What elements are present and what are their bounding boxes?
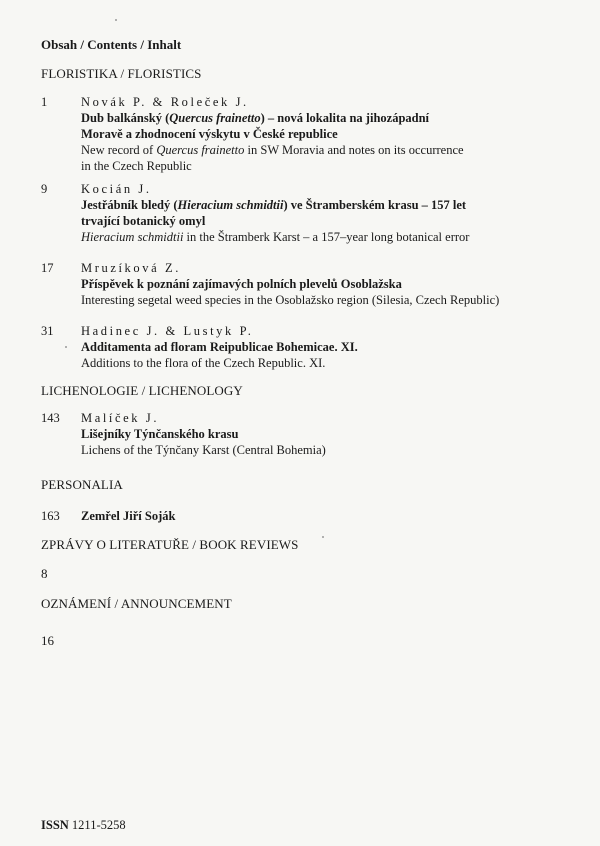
toc-entry — [41, 181, 561, 245]
entry-subtitle: New record of Quercus frainetto in SW Moravia and notes on its occurrence — [81, 143, 464, 157]
entry-title-line2: Moravě a zhodnocení výskytu v České republice — [81, 127, 338, 141]
issn — [41, 818, 126, 833]
entry-subtitle: Additions to the flora of the Czech Republic. XI. — [81, 356, 326, 370]
speck — [115, 19, 117, 21]
section-floristics: FLORISTIKA / FLORISTICS — [41, 66, 202, 81]
speck — [65, 346, 67, 348]
issn-label: ISSN — [41, 818, 69, 832]
entry-page-number: 143 — [41, 411, 60, 425]
announcement-page-number: 16 — [41, 633, 54, 648]
entry-page-number: 1 — [41, 95, 48, 109]
entry-title: Jestřábník bledý (Hieracium schmidtii) ve Štramberském krasu – 157 let — [81, 198, 467, 212]
toc-entry — [41, 94, 561, 174]
issn-value: 1211-5258 — [71, 818, 126, 832]
toc-entry — [41, 508, 561, 526]
entry-authors: Kocián J. — [81, 182, 152, 196]
entry-subtitle: Hieracium schmidtii in the Štramberk Karst – a 157–year long botanical error — [81, 230, 470, 244]
section-announcement: OZNÁMENÍ / ANNOUNCEMENT — [41, 596, 232, 611]
entry-title: Additamenta ad floram Reipublicae Bohemicae. XI. — [81, 340, 358, 354]
toc-entry — [41, 410, 561, 458]
entry-page-number: 31 — [41, 324, 54, 338]
entry-subtitle: Lichens of the Týnčany Karst (Central Bohemia) — [81, 443, 326, 457]
contents-heading: Obsah / Contents / Inhalt — [41, 37, 182, 52]
entry-authors: Hadinec J. & Lustyk P. — [81, 324, 254, 338]
book-reviews-page-number: 8 — [41, 566, 48, 581]
entry-title: Zemřel Jiří Soják — [81, 509, 176, 523]
entry-page-number: 163 — [41, 509, 60, 523]
entry-subtitle-line2: in the Czech Republic — [81, 159, 192, 173]
section-book-reviews: ZPRÁVY O LITERATUŘE / BOOK REVIEWS — [41, 537, 299, 552]
entry-subtitle: Interesting segetal weed species in the Osoblažsko region (Silesia, Czech Republic) — [81, 293, 500, 307]
entry-page-number: 9 — [41, 182, 48, 196]
entry-authors: Novák P. & Roleček J. — [81, 95, 249, 109]
entry-title-line2: trvající botanický omyl — [81, 214, 206, 228]
entry-authors: Mruzíková Z. — [81, 261, 181, 275]
toc-entry — [41, 323, 561, 371]
entry-title: Dub balkánský (Quercus frainetto) – nová lokalita na jihozápadní — [81, 111, 430, 125]
entry-title: Příspěvek k poznání zajímavých polních plevelů Osoblažska — [81, 277, 402, 291]
entry-title: Lišejníky Týnčanského krasu — [81, 427, 239, 441]
section-personalia: PERSONALIA — [41, 477, 123, 492]
section-lichenology: LICHENOLOGIE / LICHENOLOGY — [41, 383, 243, 398]
toc-entry — [41, 260, 561, 308]
entry-page-number: 17 — [41, 261, 54, 275]
speck — [322, 536, 324, 538]
entry-authors: Malíček J. — [81, 411, 160, 425]
